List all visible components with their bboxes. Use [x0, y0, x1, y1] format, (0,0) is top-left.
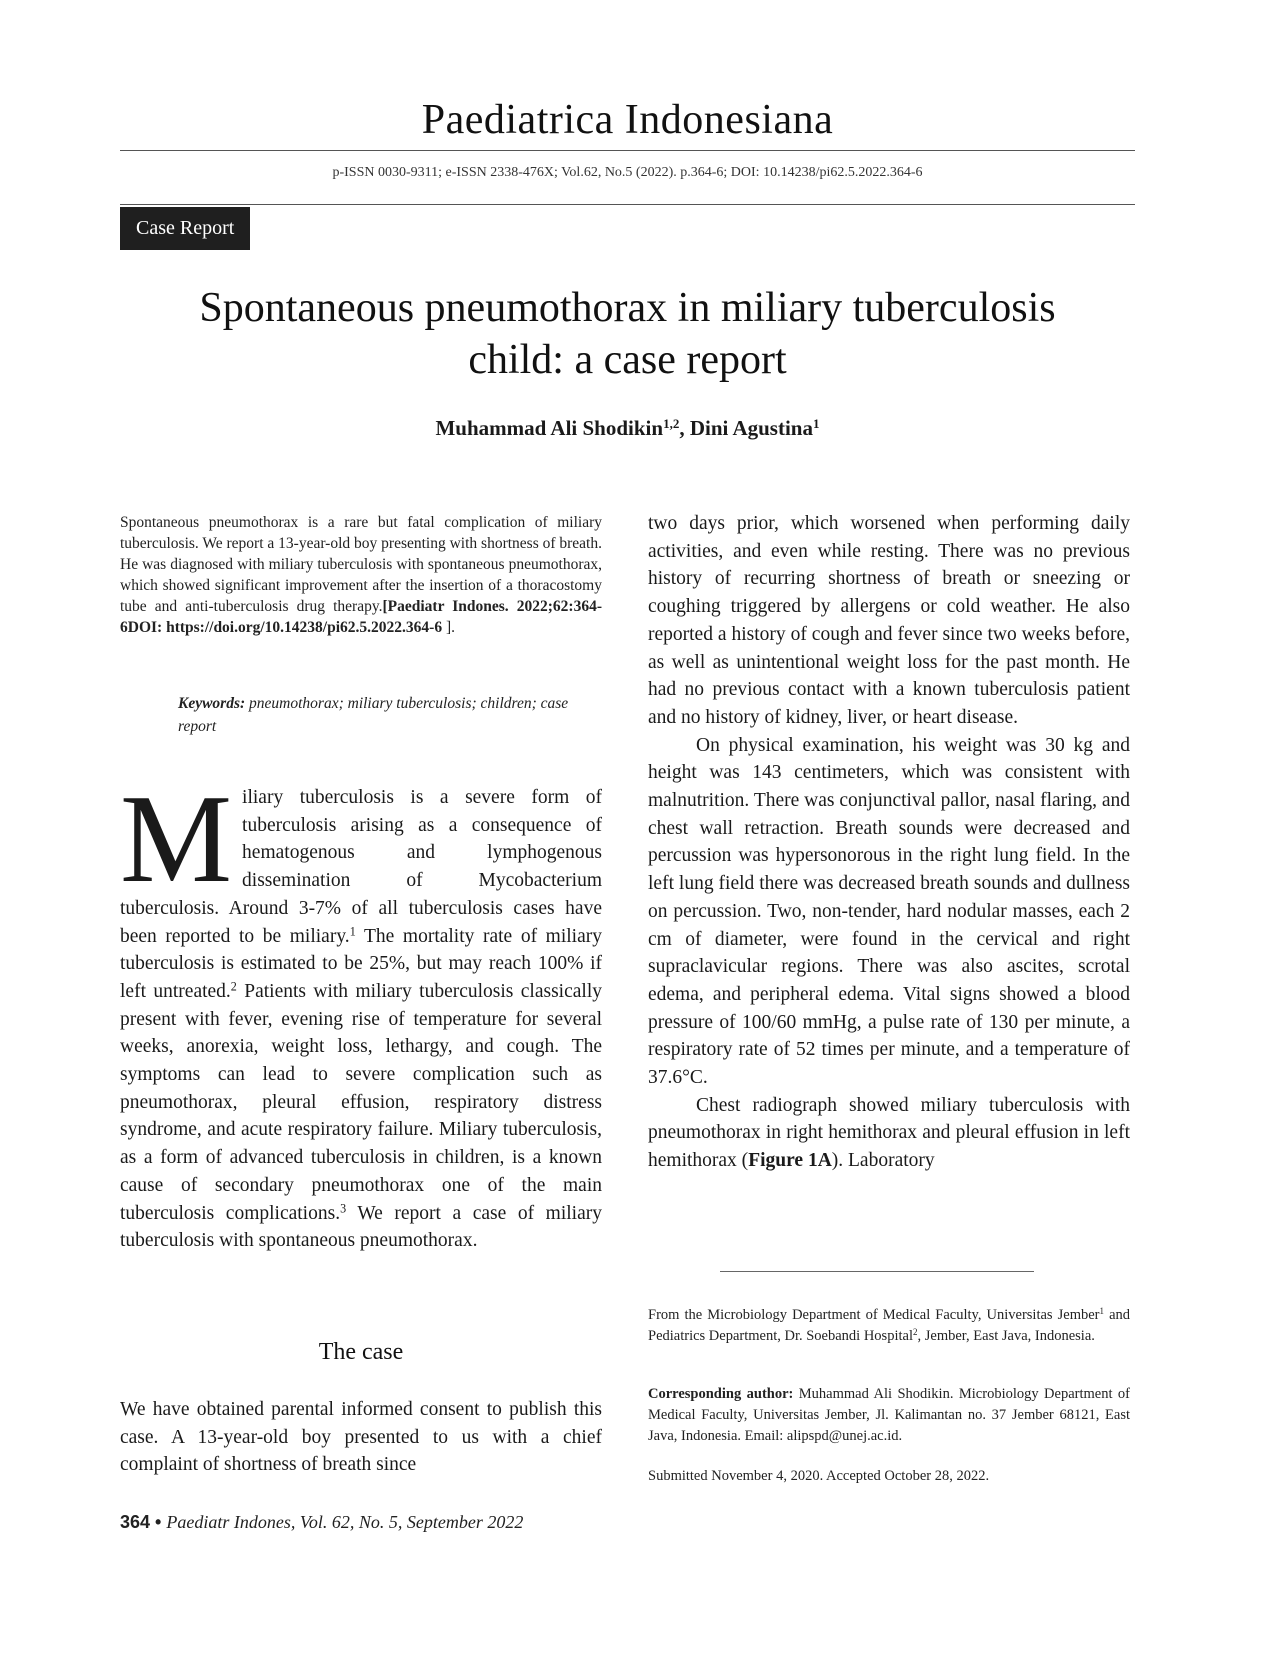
article-title-line2: child: a case report	[468, 337, 787, 383]
section-heading-the-case: The case	[318, 1339, 404, 1365]
figure-reference: Figure 1A	[748, 1150, 832, 1172]
reference-sup: 1	[349, 923, 356, 938]
corresponding-author-note	[648, 1384, 1130, 1447]
drop-cap: M	[120, 770, 233, 909]
footer-bullet: •	[150, 1512, 167, 1532]
corresponding-text: Muhammad Ali Shodikin. Microbiology Department of Medical Faculty, Universitas Jember, Jl. Kalimantan no. 37 Jember 68121, East Java, Indonesia. Email: alipspd@unej.ac.id.	[648, 1386, 1131, 1444]
intro-paragraph	[120, 770, 602, 1255]
right-column	[648, 510, 1130, 1175]
header-rule-bottom	[120, 204, 1135, 205]
footnote-rule	[720, 1271, 1034, 1272]
case-paragraph: We have obtained parental informed consent to publish this case. A 13-year-old boy presented to us with a chief complaint of shortness of breath since	[120, 1399, 602, 1476]
issn-doi-line: p-ISSN 0030-9311; e-ISSN 2338-476X; Vol.62, No.5 (2022). p.364-6; DOI: 10.14238/pi62.5.2022.364-6	[332, 165, 923, 180]
keywords	[178, 692, 598, 738]
reference-sup: 3	[340, 1200, 347, 1215]
body-paragraph	[648, 1092, 1130, 1175]
footer-journal-ref: Paediatr Indones, Vol. 62, No. 5, September 2022	[166, 1512, 524, 1532]
author-name: Dini Agustina	[689, 416, 813, 440]
page-footer	[120, 1512, 820, 1533]
author-affiliation-sup: 1,2	[663, 415, 680, 431]
author-list	[120, 416, 1135, 441]
author-name: Muhammad Ali Shodikin	[435, 416, 664, 440]
affiliation-text: From the Microbiology Department of Medical Faculty, Universitas Jember	[648, 1307, 1100, 1323]
body-text: Chest radiograph showed miliary tuberculosis with pneumothorax in right hemithorax and pleural effusion in left hemithorax (	[648, 1094, 1130, 1172]
reference-sup: 2	[230, 979, 237, 994]
intro-text: We report a case of miliary tuberculosis with spontaneous pneumothorax.	[120, 1202, 602, 1252]
submission-dates: Submitted November 4, 2020. Accepted October 28, 2022.	[648, 1468, 990, 1484]
affiliation-sup: 2	[912, 1327, 918, 1338]
article-title	[120, 282, 1135, 386]
journal-title: Paediatrica Indonesiana	[421, 97, 834, 143]
intro-text: Patients with miliary tuberculosis classically present with fever, evening rise of temperature for several weeks, anorexia, weight loss, lethargy, and cough. The symptoms can lead to severe complication such as pneumothorax, pleural effusion, respiratory distress syndrome, and acute respiratory failure. Miliary tuberculosis, as a form of advanced tuberculosis in children, is a known cause of secondary pneumothorax one of the main tuberculosis complications.	[120, 980, 602, 1224]
affiliation-note	[648, 1305, 1130, 1347]
keywords-label: Keywords:	[178, 695, 246, 712]
keywords-text: pneumothorax; miliary tuberculosis; children; case report	[178, 695, 569, 735]
abstract-citation: [Paediatr Indones. 2022;62:364-6DOI: https://doi.org/10.14238/pi62.5.2022.364-6	[120, 598, 602, 636]
intro-text: The mortality rate of miliary tuberculosis is estimated to be 25%, but may reach 100% if left untreated.	[120, 925, 602, 1002]
corresponding-label: Corresponding author:	[648, 1386, 794, 1402]
author-separator: ,	[679, 416, 690, 440]
abstract-text: Spontaneous pneumothorax is a rare but fatal complication of miliary tuberculosis. We report a 13-year-old boy presenting with shortness of breath. He was diagnosed with miliary tuberculosis with spontaneous pneumothorax, which showed significant improvement after the insertion of a thoracostomy tube and anti-tuberculosis drug therapy.	[120, 514, 602, 615]
body-paragraph: On physical examination, his weight was 30 kg and height was 143 centimeters, which was consistent with malnutrition. There was conjunctival pallor, nasal flaring, and chest wall retraction. Breath sounds were decreased and percussion was hypersonorous in the right lung field. In the left lung field there was decreased breath sounds and dullness on percussion. Two, non-tender, hard nodular masses, each 2 cm of diameter, were found in the cervical and right supraclavicular regions. There was also ascites, scrotal edema, and peripheral edema. Vital signs showed a blood pressure of 100/60 mmHg, a pulse rate of 130 per minute, a respiratory rate of 52 times per minute, and a temperature of 37.6°C.	[648, 734, 1130, 1089]
abstract	[120, 512, 602, 638]
intro-text: iliary tuberculosis is a severe form of tuberculosis arising as a consequence of hematogenous and lymphogenous dissemination of Mycobacterium tuberculosis. Around 3-7% of all tuberculosis cases have been reported to be miliary.	[120, 787, 602, 947]
body-text: ). Laboratory	[831, 1150, 935, 1172]
author-affiliation-sup: 1	[813, 415, 820, 431]
body-paragraph: two days prior, which worsened when performing daily activities, and even while resting. There was no previous history of recurring shortness of breath or sneezing or coughing triggered by allergens or cold weather. He also reported a history of cough and fever since two weeks before, as well as unintentional weight loss for the past month. He had no previous contact with a known tuberculosis patient and no history of kidney, liver, or heart disease.	[648, 513, 1130, 728]
header-rule-top	[120, 150, 1135, 151]
page-number: 364	[120, 1512, 151, 1532]
abstract-citation-end: ].	[442, 619, 455, 636]
article-type-badge: Case Report	[120, 207, 250, 250]
affiliation-sup: 1	[1099, 1306, 1104, 1317]
affiliation-text: , Jember, East Java, Indonesia.	[917, 1328, 1095, 1344]
article-title-line1: Spontaneous pneumothorax in miliary tuberculosis	[199, 285, 1056, 331]
affiliation-text: and Pediatrics Department, Dr. Soebandi Hospital	[648, 1307, 1130, 1344]
